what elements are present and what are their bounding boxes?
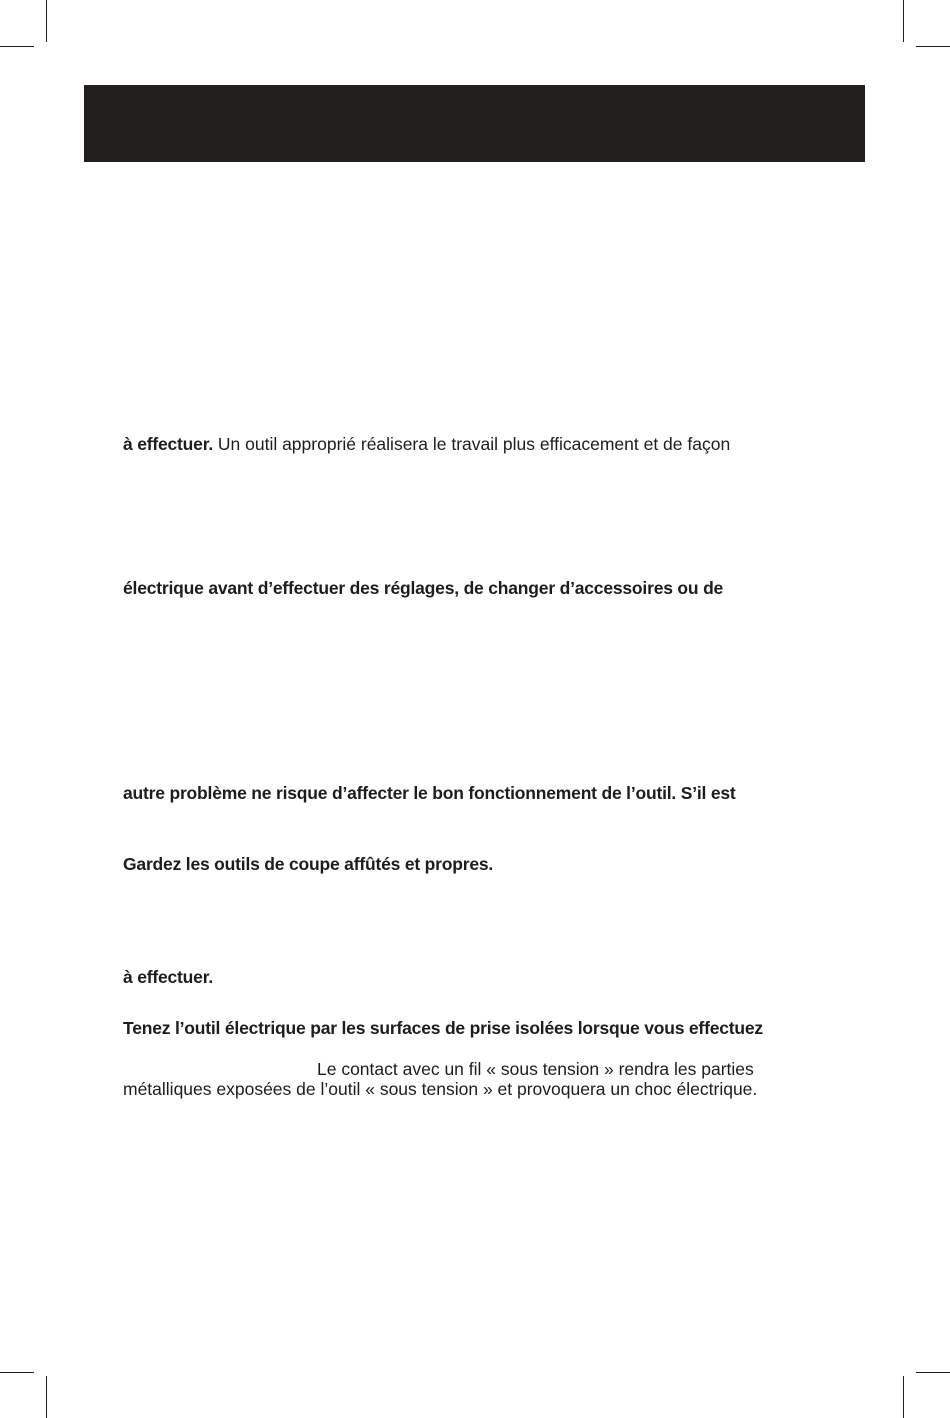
line-3-bold: autre problème ne risque d’affecter le bon fonctionnement de l’outil. S’il est — [123, 783, 736, 803]
crop-mark-top-left-vertical — [46, 0, 47, 42]
crop-mark-top-left-horizontal — [0, 46, 34, 47]
text-line-4 — [123, 853, 493, 875]
crop-mark-top-right-horizontal — [916, 46, 950, 47]
line-6-bold: Tenez l’outil électrique par les surfaces de prise isolées lorsque vous effectuez — [123, 1018, 763, 1038]
crop-mark-bottom-right-vertical — [903, 1376, 904, 1418]
text-line-3 — [123, 782, 736, 804]
crop-mark-top-right-vertical — [903, 0, 904, 42]
text-line-7 — [317, 1058, 754, 1080]
text-line-6 — [123, 1017, 763, 1039]
text-line-2 — [123, 577, 723, 599]
line-4-bold: Gardez les outils de coupe affûtés et propres. — [123, 854, 494, 874]
line-5-bold: à effectuer. — [123, 967, 214, 987]
crop-mark-bottom-right-horizontal — [916, 1372, 950, 1373]
line-8-normal: métalliques exposées de l’outil « sous tension » et provoquera un choc électrique. — [123, 1079, 758, 1099]
crop-mark-bottom-left-horizontal — [0, 1372, 34, 1373]
crop-mark-bottom-left-vertical — [46, 1376, 47, 1418]
header-bar — [84, 85, 865, 162]
text-line-1 — [123, 433, 730, 455]
text-line-8 — [123, 1078, 757, 1100]
line-1-bold: à effectuer. — [123, 434, 214, 454]
text-line-5 — [123, 966, 213, 988]
line-2-bold: électrique avant d’effectuer des réglages, de changer d’accessoires ou de — [123, 578, 724, 598]
line-7-normal: Le contact avec un fil « sous tension » rendra les parties — [317, 1059, 754, 1079]
line-1-normal: Un outil approprié réalisera le travail plus efficacement et de façon — [213, 434, 731, 454]
